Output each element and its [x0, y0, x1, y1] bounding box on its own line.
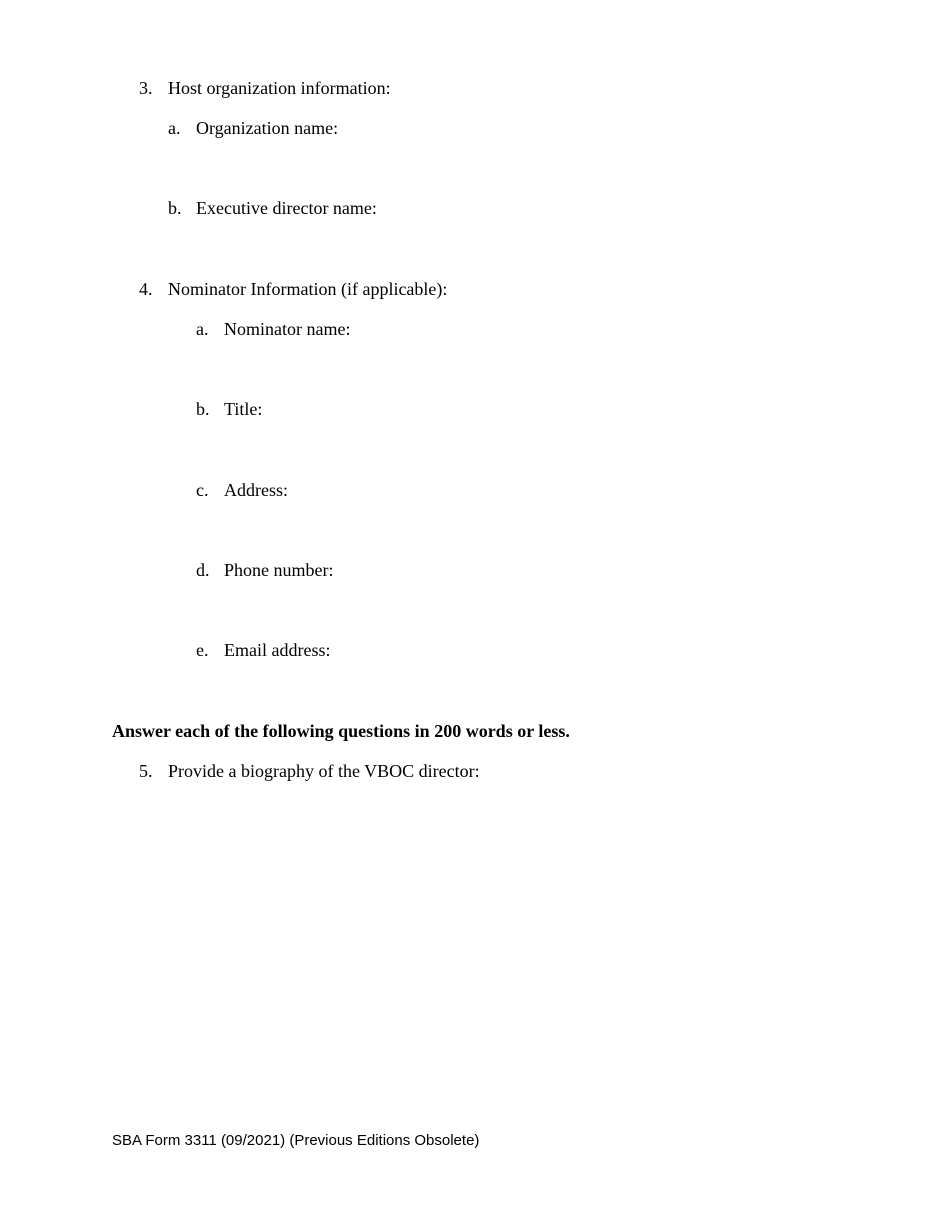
- nominator-phone-label: Phone number:: [224, 560, 334, 580]
- section-5-number: 5.: [139, 761, 153, 781]
- form-footer: SBA Form 3311 (09/2021) (Previous Editions Obsolete): [112, 1132, 480, 1149]
- section-5-label: Provide a biography of the VBOC director:: [168, 761, 480, 781]
- instructions-heading: Answer each of the following questions in 200 words or less.: [112, 721, 570, 741]
- section-4-number: 4.: [139, 279, 153, 299]
- nominator-address-marker: c.: [196, 480, 209, 500]
- nominator-name-label: Nominator name:: [224, 319, 351, 339]
- executive-director-marker: b.: [168, 198, 182, 218]
- nominator-title-label: Title:: [224, 399, 263, 419]
- nominator-address-label: Address:: [224, 480, 288, 500]
- nominator-phone-marker: d.: [196, 560, 210, 580]
- section-4-label: Nominator Information (if applicable):: [168, 279, 448, 299]
- nominator-title-marker: b.: [196, 399, 210, 419]
- section-3-label: Host organization information:: [168, 78, 391, 98]
- organization-name-label: Organization name:: [196, 118, 339, 138]
- section-3-number: 3.: [139, 78, 153, 98]
- nominator-email-label: Email address:: [224, 640, 331, 660]
- nominator-email-marker: e.: [196, 640, 209, 660]
- nominator-name-marker: a.: [196, 319, 209, 339]
- organization-name-marker: a.: [168, 118, 181, 138]
- executive-director-label: Executive director name:: [196, 198, 377, 218]
